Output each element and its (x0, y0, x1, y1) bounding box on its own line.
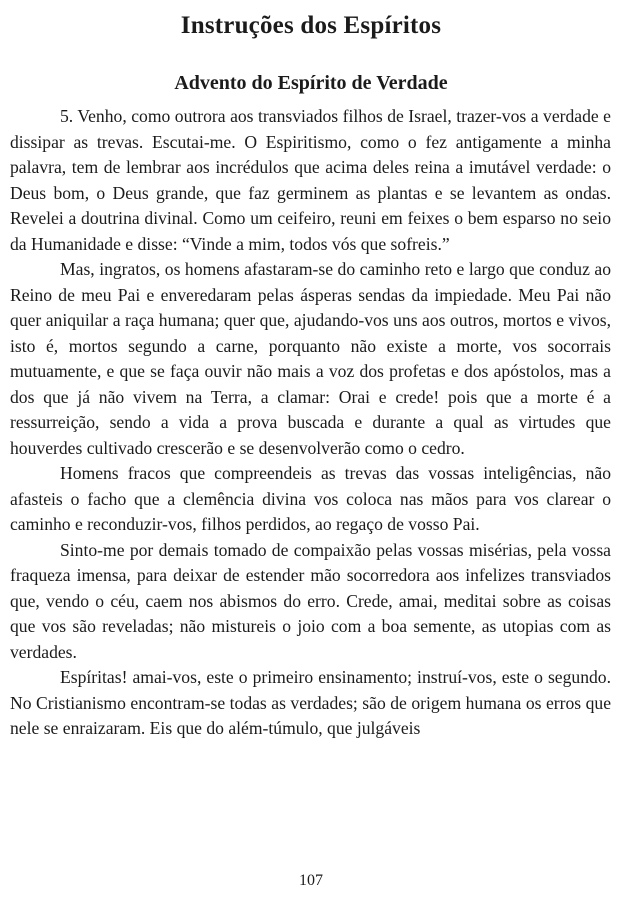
body-text (10, 104, 611, 742)
paragraph-3: Homens fracos que compreendeis as trevas das vossas inteligências, não afasteis o facho que a clemência divina vos coloca nas mãos para vos clarear o caminho e reconduzir-vos, filhos perdidos, ao regaço de vosso Pai. (10, 463, 611, 534)
chapter-title: Instruções dos Espíritos (180, 12, 442, 39)
page-number: 107 (299, 872, 323, 889)
paragraph-4: Sinto-me por demais tomado de compaixão pelas vossas misérias, pela vossa fraqueza imensa, para deixar de estender mão socorredora aos infelizes transviados que, vendo o céu, caem nos abismos do erro. Crede, amai, meditai sobre as coisas que vos são reveladas; não mistureis o joio com a boa semente, as utopias com as verdades. (10, 539, 611, 662)
paragraph-5: Espíritas! amai-vos, este o primeiro ensinamento; instruí-vos, este o segundo. No Cristianismo encontram-se todas as verdades; são de origem humana os erros que nele se enraizaram. Eis que do além-túmulo, que julgáveis (10, 667, 611, 738)
paragraph-2: Mas, ingratos, os homens afastaram-se do caminho reto e largo que conduz ao Reino de meu Pai e enveredaram pelas ásperas sendas da impiedade. Meu Pai não quer aniquilar a raça humana; quer que, ajudando-vos uns aos outros, mortos e vivos, isto é, mortos segundo a carne, porquanto não existe a morte, vos socorrais mutuamente, e que se faça ouvir não mais a voz dos profetas e dos apóstolos, mas a dos que já não vivem na Terra, a clamar: Orai e crede! pois que a morte é a ressurreição, sendo a vida a prova buscada e durante a qual as virtudes que houverdes cultivado crescerão e se desenvolverão como o cedro. (10, 259, 611, 458)
paragraph-1: 5. Venho, como outrora aos transviados filhos de Israel, trazer-vos a verdade e dissipar as trevas. Escutai-me. O Espiritismo, como o fez antigamente a minha palavra, tem de lembrar aos incrédulos que acima deles reina a imutável verdade: o Deus bom, o Deus grande, que faz germinem as plantas e se levantem as ondas. Revelei a doutrina divinal. Como um ceifeiro, reuni em feixes o bem esparso no seio da Humanidade e disse: “Vinde a mim, todos vós que sofreis.” (10, 106, 611, 254)
section-title: Advento do Espírito de Verdade (174, 72, 448, 94)
